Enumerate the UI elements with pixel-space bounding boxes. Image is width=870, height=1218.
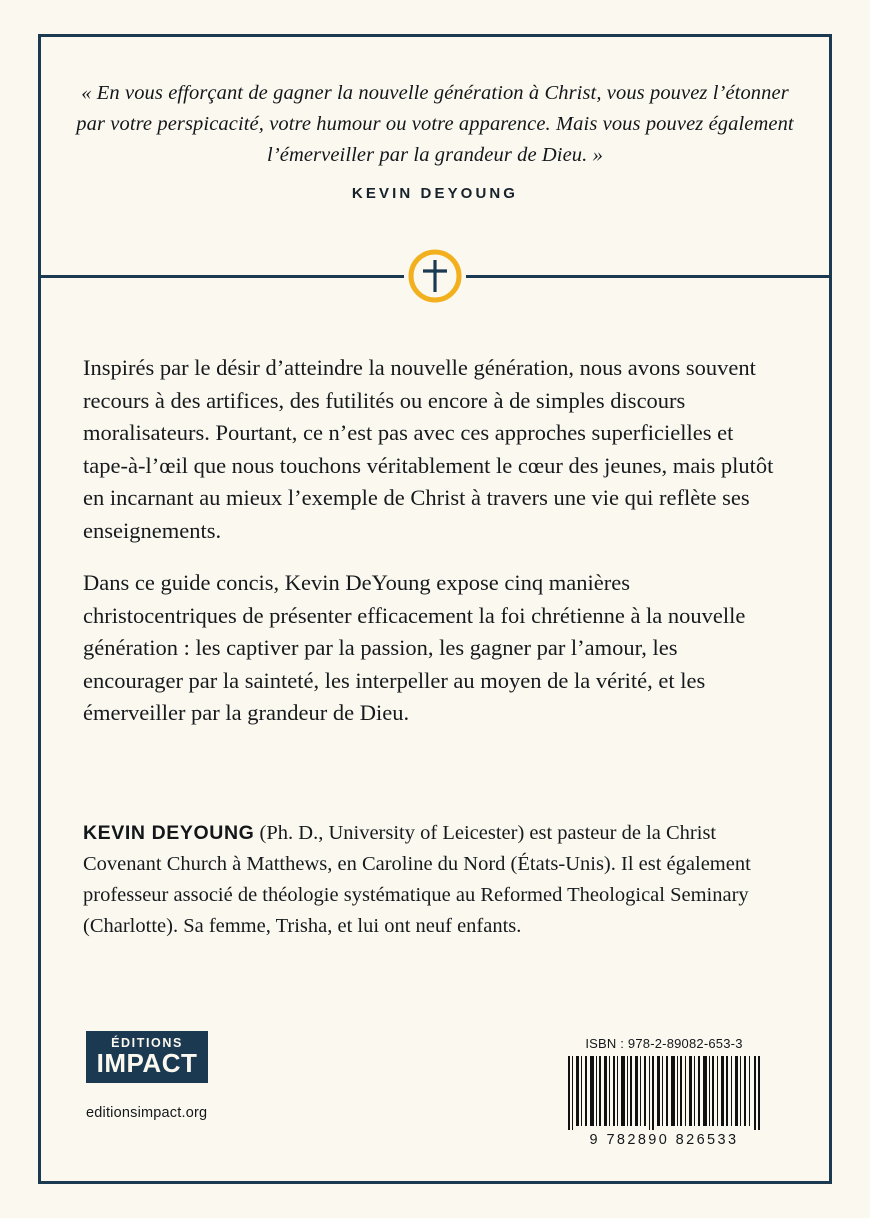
- author-bio-name: KEVIN DEYOUNG: [83, 822, 255, 844]
- quote-block: [70, 78, 800, 202]
- publisher-website: editionsimpact.org: [86, 1105, 208, 1121]
- barcode-image: [566, 1056, 762, 1130]
- publisher-logo-mark: [86, 1031, 208, 1083]
- publisher-logo-line1: ÉDITIONS: [111, 1036, 183, 1050]
- isbn-label: ISBN : 978-2-89082-653-3: [585, 1036, 743, 1051]
- description-paragraph-1: Inspirés par le désir d’atteindre la nouvelle génération, nous avons souvent recours à des artifices, des futilités ou encore à de simples discours moralisateurs. Pourtant, ce n’est pas avec ces approches superficielles et tape-à-l’œil que nous touchons véritablement le cœur des jeunes, mais plutôt en incarnant au mieux l’exemple de Christ à travers une vie qui reflète ses enseignements.: [83, 355, 774, 543]
- barcode-digits: 9 782890 826533: [589, 1132, 739, 1148]
- quote-text: « En vous efforçant de gagner la nouvelle génération à Christ, vous pouvez l’étonner par votre perspicacité, votre humour ou votre apparence. Mais vous pouvez également l’émerveiller par la grandeur de Dieu. »: [76, 82, 794, 166]
- author-bio: [83, 818, 793, 942]
- barcode-block: [566, 1036, 762, 1148]
- author-bio-text: (Ph. D., University of Leicester) est pasteur de la Christ Covenant Church à Matthews, en Caroline du Nord (États-Unis). Il est également professeur associé de théologie systématique au Reformed Theological Seminary (Charlotte). Sa femme, Trisha, et lui ont neuf enfants.: [83, 822, 751, 937]
- cross-in-circle-icon: [404, 245, 466, 307]
- description-paragraph-2: Dans ce guide concis, Kevin DeYoung expose cinq manières christocentriques de présenter efficacement la foi chrétienne à la nouvelle génération : les captiver par la passion, les gagner par l’amour, les encourager par la sainteté, les interpeller au moyen de la vérité, et les émerveiller par la grandeur de Dieu.: [83, 570, 746, 725]
- quote-author: KEVIN DEYOUNG: [351, 185, 519, 202]
- publisher-logo-line2: IMPACT: [96, 1048, 198, 1078]
- publisher-logo-block: [86, 1031, 326, 1121]
- description-text: [83, 352, 783, 730]
